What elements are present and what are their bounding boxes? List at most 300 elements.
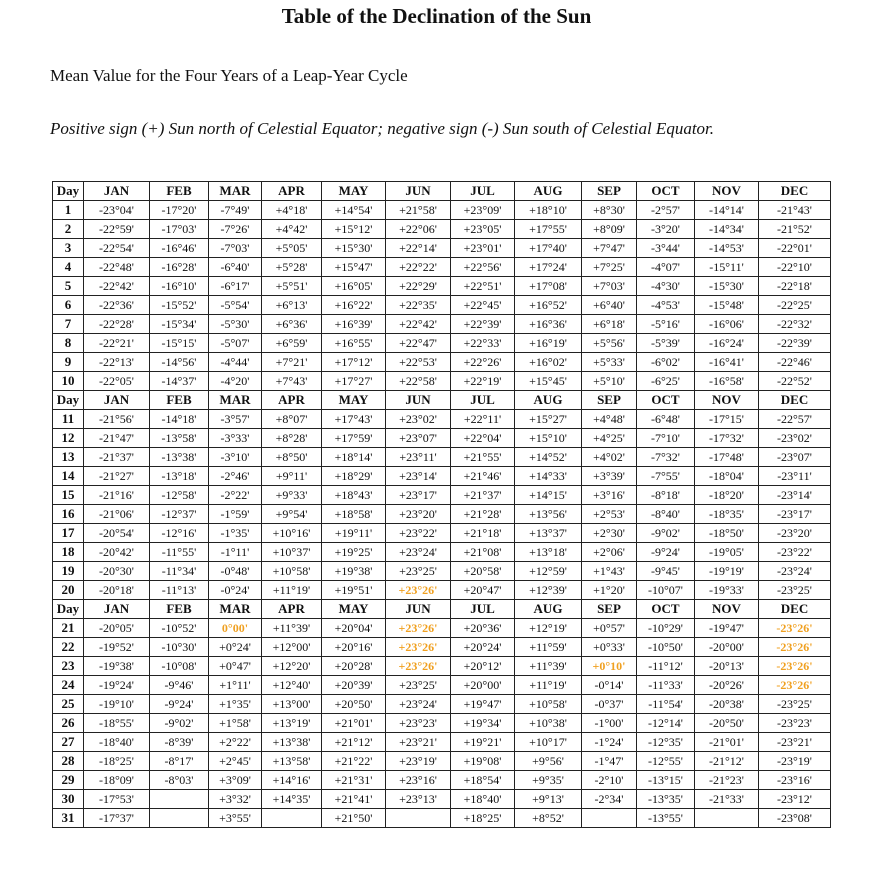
declination-cell: +13°56' bbox=[515, 505, 582, 524]
declination-cell: +17°40' bbox=[515, 239, 582, 258]
declination-cell: +21°37' bbox=[451, 486, 515, 505]
declination-cell: -9°24' bbox=[150, 695, 209, 714]
declination-cell: -5°30' bbox=[209, 315, 262, 334]
sign-note: Positive sign (+) Sun north of Celestial Equator; negative sign (-) Sun south of Celestial Equator. bbox=[50, 119, 715, 138]
day-number: 30 bbox=[53, 790, 84, 809]
declination-cell bbox=[262, 809, 322, 828]
declination-cell: -12°14' bbox=[637, 714, 695, 733]
declination-cell: -16°46' bbox=[150, 239, 209, 258]
declination-cell: +19°34' bbox=[451, 714, 515, 733]
declination-cell: +16°55' bbox=[322, 334, 386, 353]
day-number: 13 bbox=[53, 448, 84, 467]
declination-table bbox=[52, 181, 831, 828]
table-row bbox=[53, 581, 831, 600]
table-row bbox=[53, 505, 831, 524]
column-header-oct: OCT bbox=[637, 182, 695, 201]
declination-cell: -1°11' bbox=[209, 543, 262, 562]
declination-cell: -1°24' bbox=[582, 733, 637, 752]
declination-cell: -19°38' bbox=[84, 657, 150, 676]
declination-cell: -20°00' bbox=[695, 638, 759, 657]
column-header-jun: JUN bbox=[386, 600, 451, 619]
declination-cell: -18°40' bbox=[84, 733, 150, 752]
column-header-mar: MAR bbox=[209, 182, 262, 201]
declination-cell: +12°19' bbox=[515, 619, 582, 638]
declination-cell: +20°39' bbox=[322, 676, 386, 695]
declination-cell: -9°02' bbox=[150, 714, 209, 733]
declination-cell: -15°52' bbox=[150, 296, 209, 315]
declination-cell: -23°17' bbox=[759, 505, 831, 524]
declination-cell: -22°05' bbox=[84, 372, 150, 391]
declination-cell: +23°26' bbox=[386, 638, 451, 657]
column-header-aug: AUG bbox=[515, 391, 582, 410]
declination-cell: +21°22' bbox=[322, 752, 386, 771]
declination-cell: +8°28' bbox=[262, 429, 322, 448]
table-row bbox=[53, 657, 831, 676]
declination-cell: -4°44' bbox=[209, 353, 262, 372]
declination-cell: +8°09' bbox=[582, 220, 637, 239]
declination-cell: +15°45' bbox=[515, 372, 582, 391]
declination-cell: +22°33' bbox=[451, 334, 515, 353]
declination-cell: +23°14' bbox=[386, 467, 451, 486]
column-header-nov: NOV bbox=[695, 600, 759, 619]
declination-cell: +14°33' bbox=[515, 467, 582, 486]
table-row bbox=[53, 277, 831, 296]
declination-cell: -18°20' bbox=[695, 486, 759, 505]
column-header-apr: APR bbox=[262, 600, 322, 619]
day-number: 6 bbox=[53, 296, 84, 315]
declination-cell: -17°03' bbox=[150, 220, 209, 239]
declination-cell: +0°57' bbox=[582, 619, 637, 638]
day-number: 25 bbox=[53, 695, 84, 714]
declination-cell: -10°08' bbox=[150, 657, 209, 676]
declination-cell: +22°06' bbox=[386, 220, 451, 239]
declination-cell: -3°44' bbox=[637, 239, 695, 258]
declination-cell: -17°32' bbox=[695, 429, 759, 448]
declination-cell: +22°56' bbox=[451, 258, 515, 277]
declination-cell: +4°42' bbox=[262, 220, 322, 239]
table-row bbox=[53, 258, 831, 277]
declination-cell: -22°59' bbox=[84, 220, 150, 239]
day-number: 9 bbox=[53, 353, 84, 372]
declination-cell: +10°16' bbox=[262, 524, 322, 543]
declination-cell: +6°59' bbox=[262, 334, 322, 353]
declination-cell: -14°53' bbox=[695, 239, 759, 258]
day-number: 17 bbox=[53, 524, 84, 543]
declination-cell: +14°15' bbox=[515, 486, 582, 505]
declination-cell: +5°10' bbox=[582, 372, 637, 391]
column-header-may: MAY bbox=[322, 182, 386, 201]
declination-cell: -23°07' bbox=[759, 448, 831, 467]
declination-cell: +5°05' bbox=[262, 239, 322, 258]
declination-cell: -4°07' bbox=[637, 258, 695, 277]
declination-cell: +6°40' bbox=[582, 296, 637, 315]
declination-cell: +21°55' bbox=[451, 448, 515, 467]
declination-cell: -23°19' bbox=[759, 752, 831, 771]
day-number: 31 bbox=[53, 809, 84, 828]
declination-cell: -15°11' bbox=[695, 258, 759, 277]
table-row bbox=[53, 676, 831, 695]
declination-cell: -16°28' bbox=[150, 258, 209, 277]
declination-cell: -6°02' bbox=[637, 353, 695, 372]
declination-cell: +21°01' bbox=[322, 714, 386, 733]
declination-cell: +6°36' bbox=[262, 315, 322, 334]
declination-cell: -23°26' bbox=[759, 657, 831, 676]
day-number: 1 bbox=[53, 201, 84, 220]
declination-cell: -13°58' bbox=[150, 429, 209, 448]
declination-cell: +16°36' bbox=[515, 315, 582, 334]
declination-cell: -11°34' bbox=[150, 562, 209, 581]
declination-cell: +3°32' bbox=[209, 790, 262, 809]
declination-cell: +7°47' bbox=[582, 239, 637, 258]
column-header-day: Day bbox=[53, 600, 84, 619]
declination-cell: +12°39' bbox=[515, 581, 582, 600]
declination-cell: +1°11' bbox=[209, 676, 262, 695]
column-header-jun: JUN bbox=[386, 391, 451, 410]
declination-cell: +19°51' bbox=[322, 581, 386, 600]
declination-cell: -17°15' bbox=[695, 410, 759, 429]
declination-cell: -23°14' bbox=[759, 486, 831, 505]
declination-cell: -22°52' bbox=[759, 372, 831, 391]
declination-cell: -10°30' bbox=[150, 638, 209, 657]
declination-cell: -23°12' bbox=[759, 790, 831, 809]
declination-cell: +22°45' bbox=[451, 296, 515, 315]
declination-cell: +23°23' bbox=[386, 714, 451, 733]
declination-cell: +23°11' bbox=[386, 448, 451, 467]
table-row bbox=[53, 733, 831, 752]
declination-cell: +20°36' bbox=[451, 619, 515, 638]
declination-cell: +15°47' bbox=[322, 258, 386, 277]
declination-cell: -12°35' bbox=[637, 733, 695, 752]
declination-cell: -19°33' bbox=[695, 581, 759, 600]
declination-cell: -22°57' bbox=[759, 410, 831, 429]
column-header-jun: JUN bbox=[386, 182, 451, 201]
declination-cell: -0°14' bbox=[582, 676, 637, 695]
declination-cell: +2°53' bbox=[582, 505, 637, 524]
declination-cell: -20°42' bbox=[84, 543, 150, 562]
declination-cell: -22°54' bbox=[84, 239, 150, 258]
declination-cell: +7°21' bbox=[262, 353, 322, 372]
table-row bbox=[53, 201, 831, 220]
declination-cell: +18°54' bbox=[451, 771, 515, 790]
declination-cell: -9°02' bbox=[637, 524, 695, 543]
declination-cell: +5°33' bbox=[582, 353, 637, 372]
declination-cell: +9°54' bbox=[262, 505, 322, 524]
declination-cell: -3°20' bbox=[637, 220, 695, 239]
declination-cell: +19°11' bbox=[322, 524, 386, 543]
declination-cell: -21°33' bbox=[695, 790, 759, 809]
declination-cell: -22°46' bbox=[759, 353, 831, 372]
declination-cell: -13°35' bbox=[637, 790, 695, 809]
declination-cell: -1°35' bbox=[209, 524, 262, 543]
table-row bbox=[53, 695, 831, 714]
day-number: 2 bbox=[53, 220, 84, 239]
declination-cell: +9°35' bbox=[515, 771, 582, 790]
declination-cell: +8°07' bbox=[262, 410, 322, 429]
day-number: 16 bbox=[53, 505, 84, 524]
declination-cell: -23°23' bbox=[759, 714, 831, 733]
declination-cell: +23°09' bbox=[451, 201, 515, 220]
declination-cell: -18°04' bbox=[695, 467, 759, 486]
table-row bbox=[53, 372, 831, 391]
declination-cell: +17°08' bbox=[515, 277, 582, 296]
table-subheader-row bbox=[53, 391, 831, 410]
declination-cell: +13°38' bbox=[262, 733, 322, 752]
column-header-nov: NOV bbox=[695, 391, 759, 410]
declination-cell: +17°43' bbox=[322, 410, 386, 429]
declination-cell: +11°39' bbox=[515, 657, 582, 676]
declination-cell: -8°39' bbox=[150, 733, 209, 752]
declination-cell: +11°19' bbox=[262, 581, 322, 600]
declination-cell: -9°46' bbox=[150, 676, 209, 695]
declination-cell: +13°37' bbox=[515, 524, 582, 543]
declination-cell: +5°56' bbox=[582, 334, 637, 353]
declination-cell: -15°34' bbox=[150, 315, 209, 334]
declination-cell: +18°40' bbox=[451, 790, 515, 809]
table-row bbox=[53, 524, 831, 543]
day-number: 19 bbox=[53, 562, 84, 581]
declination-cell: +18°10' bbox=[515, 201, 582, 220]
declination-cell: -16°41' bbox=[695, 353, 759, 372]
declination-cell: +19°47' bbox=[451, 695, 515, 714]
table-row bbox=[53, 486, 831, 505]
declination-cell: -18°55' bbox=[84, 714, 150, 733]
declination-cell: -6°40' bbox=[209, 258, 262, 277]
day-number: 29 bbox=[53, 771, 84, 790]
day-number: 7 bbox=[53, 315, 84, 334]
declination-cell: +6°13' bbox=[262, 296, 322, 315]
declination-cell: +21°41' bbox=[322, 790, 386, 809]
declination-cell: -13°15' bbox=[637, 771, 695, 790]
declination-cell: +14°16' bbox=[262, 771, 322, 790]
declination-cell: -23°26' bbox=[759, 638, 831, 657]
declination-cell: -17°48' bbox=[695, 448, 759, 467]
declination-cell: -14°18' bbox=[150, 410, 209, 429]
declination-cell: -18°50' bbox=[695, 524, 759, 543]
declination-cell: -23°21' bbox=[759, 733, 831, 752]
declination-cell: +23°17' bbox=[386, 486, 451, 505]
declination-cell: -12°55' bbox=[637, 752, 695, 771]
declination-cell: -21°47' bbox=[84, 429, 150, 448]
declination-cell: +23°24' bbox=[386, 695, 451, 714]
declination-cell: -23°26' bbox=[759, 619, 831, 638]
declination-cell: -21°16' bbox=[84, 486, 150, 505]
declination-cell: -23°25' bbox=[759, 581, 831, 600]
declination-cell: +5°28' bbox=[262, 258, 322, 277]
declination-cell: -23°02' bbox=[759, 429, 831, 448]
declination-cell: -20°50' bbox=[695, 714, 759, 733]
declination-cell: +16°39' bbox=[322, 315, 386, 334]
declination-cell: -8°17' bbox=[150, 752, 209, 771]
declination-cell bbox=[695, 809, 759, 828]
declination-cell: -21°52' bbox=[759, 220, 831, 239]
declination-cell: -23°11' bbox=[759, 467, 831, 486]
declination-cell: -23°22' bbox=[759, 543, 831, 562]
declination-cell: -4°20' bbox=[209, 372, 262, 391]
declination-cell: +10°37' bbox=[262, 543, 322, 562]
declination-cell: +7°43' bbox=[262, 372, 322, 391]
declination-cell: -23°25' bbox=[759, 695, 831, 714]
declination-cell: -20°38' bbox=[695, 695, 759, 714]
declination-cell: -20°18' bbox=[84, 581, 150, 600]
declination-cell: -23°20' bbox=[759, 524, 831, 543]
declination-cell: +21°46' bbox=[451, 467, 515, 486]
day-number: 21 bbox=[53, 619, 84, 638]
table-row bbox=[53, 296, 831, 315]
declination-cell: +23°05' bbox=[451, 220, 515, 239]
day-number: 4 bbox=[53, 258, 84, 277]
day-number: 20 bbox=[53, 581, 84, 600]
column-header-dec: DEC bbox=[759, 391, 831, 410]
declination-cell: -21°12' bbox=[695, 752, 759, 771]
declination-cell: +1°58' bbox=[209, 714, 262, 733]
declination-cell: +22°35' bbox=[386, 296, 451, 315]
declination-cell: +18°14' bbox=[322, 448, 386, 467]
declination-cell: +16°19' bbox=[515, 334, 582, 353]
declination-cell: -7°32' bbox=[637, 448, 695, 467]
column-header-may: MAY bbox=[322, 600, 386, 619]
declination-cell: +22°14' bbox=[386, 239, 451, 258]
declination-cell: -14°34' bbox=[695, 220, 759, 239]
declination-cell: -16°06' bbox=[695, 315, 759, 334]
declination-cell: +3°39' bbox=[582, 467, 637, 486]
declination-cell: +22°42' bbox=[386, 315, 451, 334]
declination-cell: +12°20' bbox=[262, 657, 322, 676]
declination-cell: +22°19' bbox=[451, 372, 515, 391]
declination-cell: +22°53' bbox=[386, 353, 451, 372]
declination-cell: +2°30' bbox=[582, 524, 637, 543]
declination-cell: +11°39' bbox=[262, 619, 322, 638]
declination-cell: -14°56' bbox=[150, 353, 209, 372]
declination-cell: -3°57' bbox=[209, 410, 262, 429]
declination-cell: -15°30' bbox=[695, 277, 759, 296]
declination-cell: +23°01' bbox=[451, 239, 515, 258]
declination-cell: +1°35' bbox=[209, 695, 262, 714]
declination-cell: +3°16' bbox=[582, 486, 637, 505]
column-header-may: MAY bbox=[322, 391, 386, 410]
declination-cell: -12°58' bbox=[150, 486, 209, 505]
declination-cell: -22°42' bbox=[84, 277, 150, 296]
declination-cell: +8°50' bbox=[262, 448, 322, 467]
declination-cell: +21°50' bbox=[322, 809, 386, 828]
declination-cell: -0°48' bbox=[209, 562, 262, 581]
table-row bbox=[53, 315, 831, 334]
declination-cell: +9°33' bbox=[262, 486, 322, 505]
column-header-oct: OCT bbox=[637, 600, 695, 619]
declination-cell: +23°19' bbox=[386, 752, 451, 771]
declination-cell: +2°22' bbox=[209, 733, 262, 752]
declination-cell: -22°36' bbox=[84, 296, 150, 315]
declination-cell: -1°47' bbox=[582, 752, 637, 771]
declination-cell: +9°13' bbox=[515, 790, 582, 809]
declination-cell: +23°26' bbox=[386, 619, 451, 638]
declination-cell: -11°33' bbox=[637, 676, 695, 695]
column-header-aug: AUG bbox=[515, 182, 582, 201]
declination-cell: +7°25' bbox=[582, 258, 637, 277]
day-number: 14 bbox=[53, 467, 84, 486]
declination-cell: +22°11' bbox=[451, 410, 515, 429]
declination-cell: -23°16' bbox=[759, 771, 831, 790]
declination-cell: 0°00' bbox=[209, 619, 262, 638]
declination-cell: +18°29' bbox=[322, 467, 386, 486]
declination-cell: +20°24' bbox=[451, 638, 515, 657]
declination-cell: -22°10' bbox=[759, 258, 831, 277]
declination-cell: -19°47' bbox=[695, 619, 759, 638]
declination-cell: -10°50' bbox=[637, 638, 695, 657]
column-header-sep: SEP bbox=[582, 391, 637, 410]
declination-cell: -2°10' bbox=[582, 771, 637, 790]
declination-cell: -22°25' bbox=[759, 296, 831, 315]
declination-cell: +21°08' bbox=[451, 543, 515, 562]
declination-cell bbox=[582, 809, 637, 828]
declination-cell: -18°09' bbox=[84, 771, 150, 790]
table-row bbox=[53, 562, 831, 581]
declination-cell: -23°26' bbox=[759, 676, 831, 695]
declination-cell: +19°38' bbox=[322, 562, 386, 581]
day-number: 3 bbox=[53, 239, 84, 258]
declination-cell: +22°29' bbox=[386, 277, 451, 296]
declination-cell: -22°39' bbox=[759, 334, 831, 353]
declination-cell: -11°12' bbox=[637, 657, 695, 676]
column-header-day: Day bbox=[53, 391, 84, 410]
declination-cell: -6°17' bbox=[209, 277, 262, 296]
declination-cell: +17°55' bbox=[515, 220, 582, 239]
declination-cell: -14°14' bbox=[695, 201, 759, 220]
declination-cell: -13°18' bbox=[150, 467, 209, 486]
declination-cell: +0°47' bbox=[209, 657, 262, 676]
declination-cell: +2°06' bbox=[582, 543, 637, 562]
declination-cell: -22°48' bbox=[84, 258, 150, 277]
declination-cell: -8°18' bbox=[637, 486, 695, 505]
declination-cell: +0°33' bbox=[582, 638, 637, 657]
table-subheader-row bbox=[53, 600, 831, 619]
declination-cell: -3°10' bbox=[209, 448, 262, 467]
declination-cell: +4°18' bbox=[262, 201, 322, 220]
declination-cell: +20°28' bbox=[322, 657, 386, 676]
declination-cell: +4°25' bbox=[582, 429, 637, 448]
declination-cell: +5°51' bbox=[262, 277, 322, 296]
declination-cell: -2°34' bbox=[582, 790, 637, 809]
column-header-jan: JAN bbox=[84, 391, 150, 410]
declination-cell: -20°13' bbox=[695, 657, 759, 676]
declination-cell: +2°45' bbox=[209, 752, 262, 771]
table-row bbox=[53, 467, 831, 486]
declination-cell: +22°58' bbox=[386, 372, 451, 391]
declination-cell: +17°24' bbox=[515, 258, 582, 277]
declination-cell: -8°03' bbox=[150, 771, 209, 790]
declination-cell: -12°37' bbox=[150, 505, 209, 524]
declination-cell: +8°30' bbox=[582, 201, 637, 220]
declination-cell: +12°00' bbox=[262, 638, 322, 657]
table-row bbox=[53, 638, 831, 657]
declination-cell: +1°20' bbox=[582, 581, 637, 600]
declination-cell: +8°52' bbox=[515, 809, 582, 828]
declination-cell: -21°01' bbox=[695, 733, 759, 752]
declination-cell: +17°12' bbox=[322, 353, 386, 372]
declination-cell: -22°32' bbox=[759, 315, 831, 334]
declination-cell: -19°24' bbox=[84, 676, 150, 695]
day-number: 15 bbox=[53, 486, 84, 505]
declination-cell: -16°24' bbox=[695, 334, 759, 353]
declination-cell: -18°35' bbox=[695, 505, 759, 524]
declination-cell: -21°37' bbox=[84, 448, 150, 467]
declination-cell: +22°39' bbox=[451, 315, 515, 334]
declination-cell bbox=[150, 809, 209, 828]
table-row bbox=[53, 429, 831, 448]
declination-cell: -3°33' bbox=[209, 429, 262, 448]
table-row bbox=[53, 543, 831, 562]
declination-cell: -21°27' bbox=[84, 467, 150, 486]
declination-cell: +20°00' bbox=[451, 676, 515, 695]
